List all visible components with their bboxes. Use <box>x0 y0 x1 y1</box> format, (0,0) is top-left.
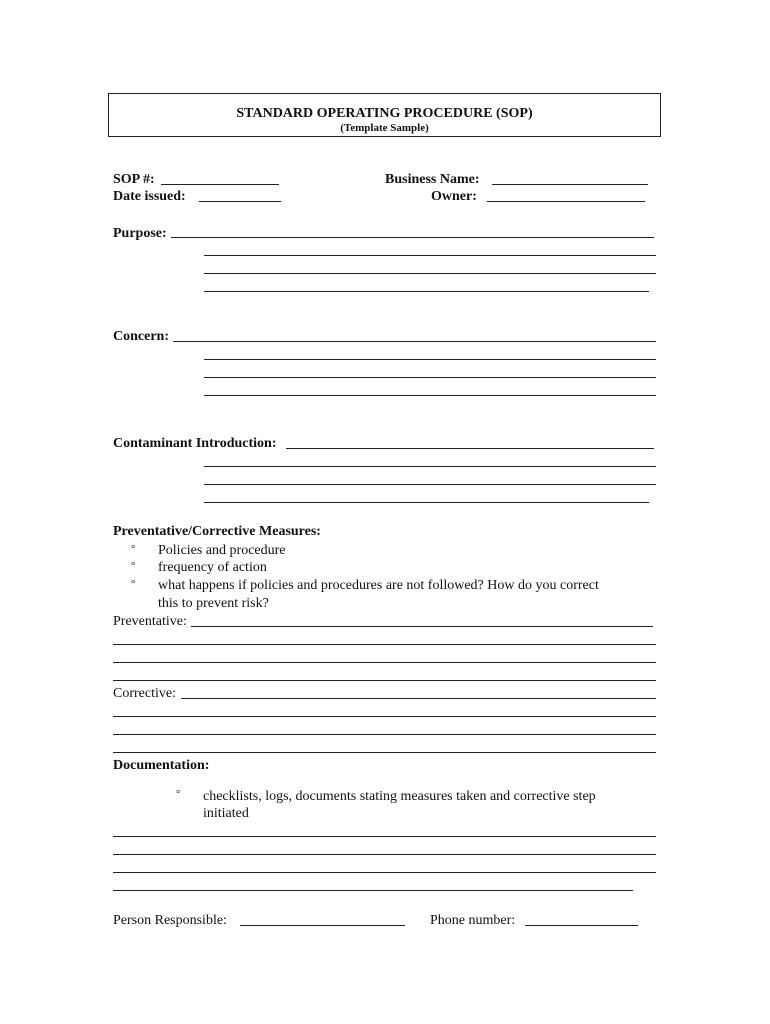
concern-line-2[interactable] <box>204 359 656 360</box>
corrective-line-3[interactable] <box>113 734 656 735</box>
documentation-line-3[interactable] <box>113 872 656 873</box>
corrective-label: Corrective: <box>113 686 176 701</box>
concern-label: Concern: <box>113 329 169 344</box>
bullet-icon: ° <box>131 543 136 555</box>
contaminant-label: Contaminant Introduction: <box>113 436 277 451</box>
purpose-label: Purpose: <box>113 226 167 241</box>
measures-bullet-1: Policies and procedure <box>158 543 286 558</box>
phone-number-field[interactable] <box>525 925 638 926</box>
date-issued-label: Date issued: <box>113 189 186 204</box>
documentation-heading: Documentation: <box>113 758 210 773</box>
preventative-line-4[interactable] <box>113 680 656 681</box>
title-box <box>108 93 661 137</box>
purpose-line-2[interactable] <box>204 255 656 256</box>
sop-number-field[interactable] <box>161 184 279 185</box>
documentation-line-1[interactable] <box>113 836 656 837</box>
corrective-line-2[interactable] <box>113 716 656 717</box>
owner-label: Owner: <box>431 189 477 204</box>
preventative-label: Preventative: <box>113 614 187 629</box>
business-name-label: Business Name: <box>385 172 480 187</box>
preventative-line-1[interactable] <box>191 626 653 627</box>
owner-field[interactable] <box>487 201 645 202</box>
bullet-icon: ° <box>176 788 181 800</box>
concern-line-1[interactable] <box>173 341 656 342</box>
purpose-line-1[interactable] <box>171 237 654 238</box>
business-name-field[interactable] <box>492 184 648 185</box>
preventative-line-3[interactable] <box>113 662 656 663</box>
measures-bullet-3-cont: this to prevent risk? <box>158 596 269 611</box>
documentation-bullet-cont: initiated <box>203 806 249 821</box>
corrective-line-1[interactable] <box>181 698 656 699</box>
preventative-line-2[interactable] <box>113 644 656 645</box>
documentation-line-4[interactable] <box>113 890 633 891</box>
measures-bullet-2: frequency of action <box>158 560 267 575</box>
document-title: STANDARD OPERATING PROCEDURE (SOP) <box>236 106 533 121</box>
corrective-line-4[interactable] <box>113 752 656 753</box>
contaminant-line-2[interactable] <box>204 466 656 467</box>
document-subtitle: (Template Sample) <box>340 122 429 134</box>
measures-bullet-3: what happens if policies and procedures are not followed? How do you correct <box>158 578 599 593</box>
concern-line-4[interactable] <box>204 395 656 396</box>
contaminant-line-1[interactable] <box>286 448 654 449</box>
person-responsible-label: Person Responsible: <box>113 913 227 928</box>
documentation-bullet: checklists, logs, documents stating measures taken and corrective step <box>203 789 596 804</box>
contaminant-line-3[interactable] <box>204 484 656 485</box>
person-responsible-field[interactable] <box>240 925 405 926</box>
bullet-icon: ° <box>131 560 136 572</box>
purpose-line-3[interactable] <box>204 273 656 274</box>
date-issued-field[interactable] <box>199 201 281 202</box>
contaminant-line-4[interactable] <box>204 502 649 503</box>
concern-line-3[interactable] <box>204 377 656 378</box>
phone-number-label: Phone number: <box>430 913 516 928</box>
bullet-icon: ° <box>131 578 136 590</box>
purpose-line-4[interactable] <box>204 291 649 292</box>
measures-heading: Preventative/Corrective Measures: <box>113 524 321 539</box>
documentation-line-2[interactable] <box>113 854 656 855</box>
sop-number-label: SOP #: <box>113 172 155 187</box>
